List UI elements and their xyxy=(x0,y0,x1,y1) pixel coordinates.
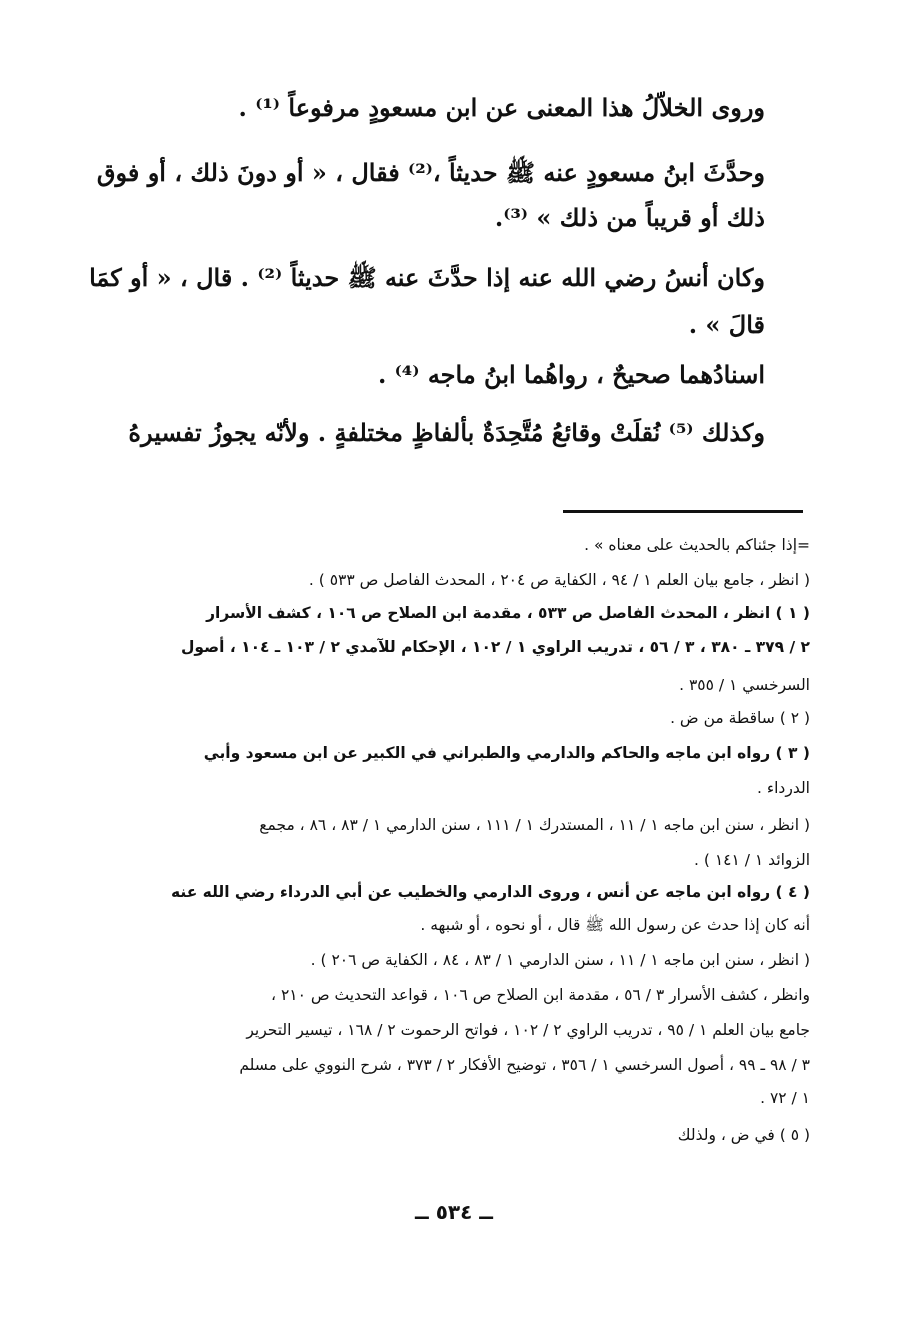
footnote-line: الزوائد ١ / ١٤١ ) . xyxy=(694,851,810,869)
footnote-line: وانظر ، كشف الأسرار ٣ / ٥٦ ، مقدمة ابن الصلاح ص ١٠٦ ، قواعد التحديث ص ٢١٠ ، xyxy=(271,986,810,1004)
footnote-divider xyxy=(563,510,803,513)
footnote-line: السرخسي ١ / ٣٥٥ . xyxy=(679,676,810,694)
footnote-line: ( ٣ ) رواه ابن ماجه والحاكم والدارمي والطبراني في الكبير عن ابن مسعود وأبي xyxy=(203,744,810,762)
page-number: ــ ٥٣٤ ــ xyxy=(415,1200,493,1224)
footnote-line: ( ٥ ) في ض ، ولذلك xyxy=(677,1126,810,1144)
body-line-4: وكان أنسُ رضي الله عنه إذا حدَّثَ عنه ﷺ حديثاً ⁽²⁾ . قال ، « أو كمَا xyxy=(89,263,765,292)
footnote-line: ٣ / ٩٨ ـ ٩٩ ، أصول السرخسي ١ / ٣٥٦ ، توضيح الأفكار ٢ / ٣٧٣ ، شرح النووي على مسلم xyxy=(239,1056,810,1074)
footnote-line: ( انظر ، جامع بيان العلم ١ / ٩٤ ، الكفاية ص ٢٠٤ ، المحدث الفاصل ص ٥٣٣ ) . xyxy=(308,571,810,589)
footnote-line: أنه كان إذا حدث عن رسول الله ﷺ قال ، أو نحوه ، أو شبهه . xyxy=(420,916,810,934)
footnote-line: ١ / ٧٢ . xyxy=(760,1089,810,1107)
body-line-5: قالَ » . xyxy=(688,310,765,339)
footnote-line: ( ٢ ) ساقطة من ض . xyxy=(670,709,810,727)
footnote-line: =إذا جئناكم بالحديث على معناه » . xyxy=(584,536,810,554)
footnote-line: الدرداء . xyxy=(756,779,810,797)
footnote-line: ( ٤ ) رواه ابن ماجه عن أنس ، وروى الدارمي والخطيب عن أبي الدرداء رضي الله عنه xyxy=(170,883,810,901)
body-line-7: وكذلك ⁽⁵⁾ نُقلَتْ وقائعُ مُتَّحِدَةٌ بألفاظٍ مختلفةٍ . ولأنّه يجوزُ تفسيرهُ xyxy=(128,418,765,447)
footnote-line: ( انظر ، سنن ابن ماجه ١ / ١١ ، المستدرك ١ / ١١١ ، سنن الدارمي ١ / ٨٣ ، ٨٦ ، مجمع xyxy=(259,816,810,834)
footnote-line: ( ١ ) انظر ، المحدث الفاصل ص ٥٣٣ ، مقدمة ابن الصلاح ص ١٠٦ ، كشف الأسرار xyxy=(206,604,810,622)
body-line-6: اسنادُهما صحيحٌ ، رواهُما ابنُ ماجه ⁽⁴⁾ . xyxy=(377,360,765,389)
body-line-2: وحدَّثَ ابنُ مسعودٍ عنه ﷺ حديثاً ،⁽²⁾ فقال ، « أو دونَ ذلك ، أو فوق xyxy=(96,158,765,187)
footnote-line: جامع بيان العلم ١ / ٩٥ ، تدريب الراوي ٢ / ١٠٢ ، فواتح الرحموت ٢ / ١٦٨ ، تيسير التحرير xyxy=(246,1021,810,1039)
footnote-line: ( انظر ، سنن ابن ماجه ١ / ١١ ، سنن الدارمي ١ / ٨٣ ، ٨٤ ، الكفاية ص ٢٠٦ ) . xyxy=(310,951,810,969)
footnote-line: ٢ / ٣٧٩ ـ ٣٨٠ ، ٣ / ٥٦ ، تدريب الراوي ١ / ١٠٢ ، الإحكام للآمدي ٢ / ١٠٣ ـ ١٠٤ ، أصول xyxy=(180,638,810,656)
body-line-3: ذلك أو قريباً من ذلك » ⁽³⁾. xyxy=(494,203,765,232)
body-line-1: وروى الخلاّلُ هذا المعنى عن ابن مسعودٍ مرفوعاً ⁽¹⁾ . xyxy=(238,93,765,122)
